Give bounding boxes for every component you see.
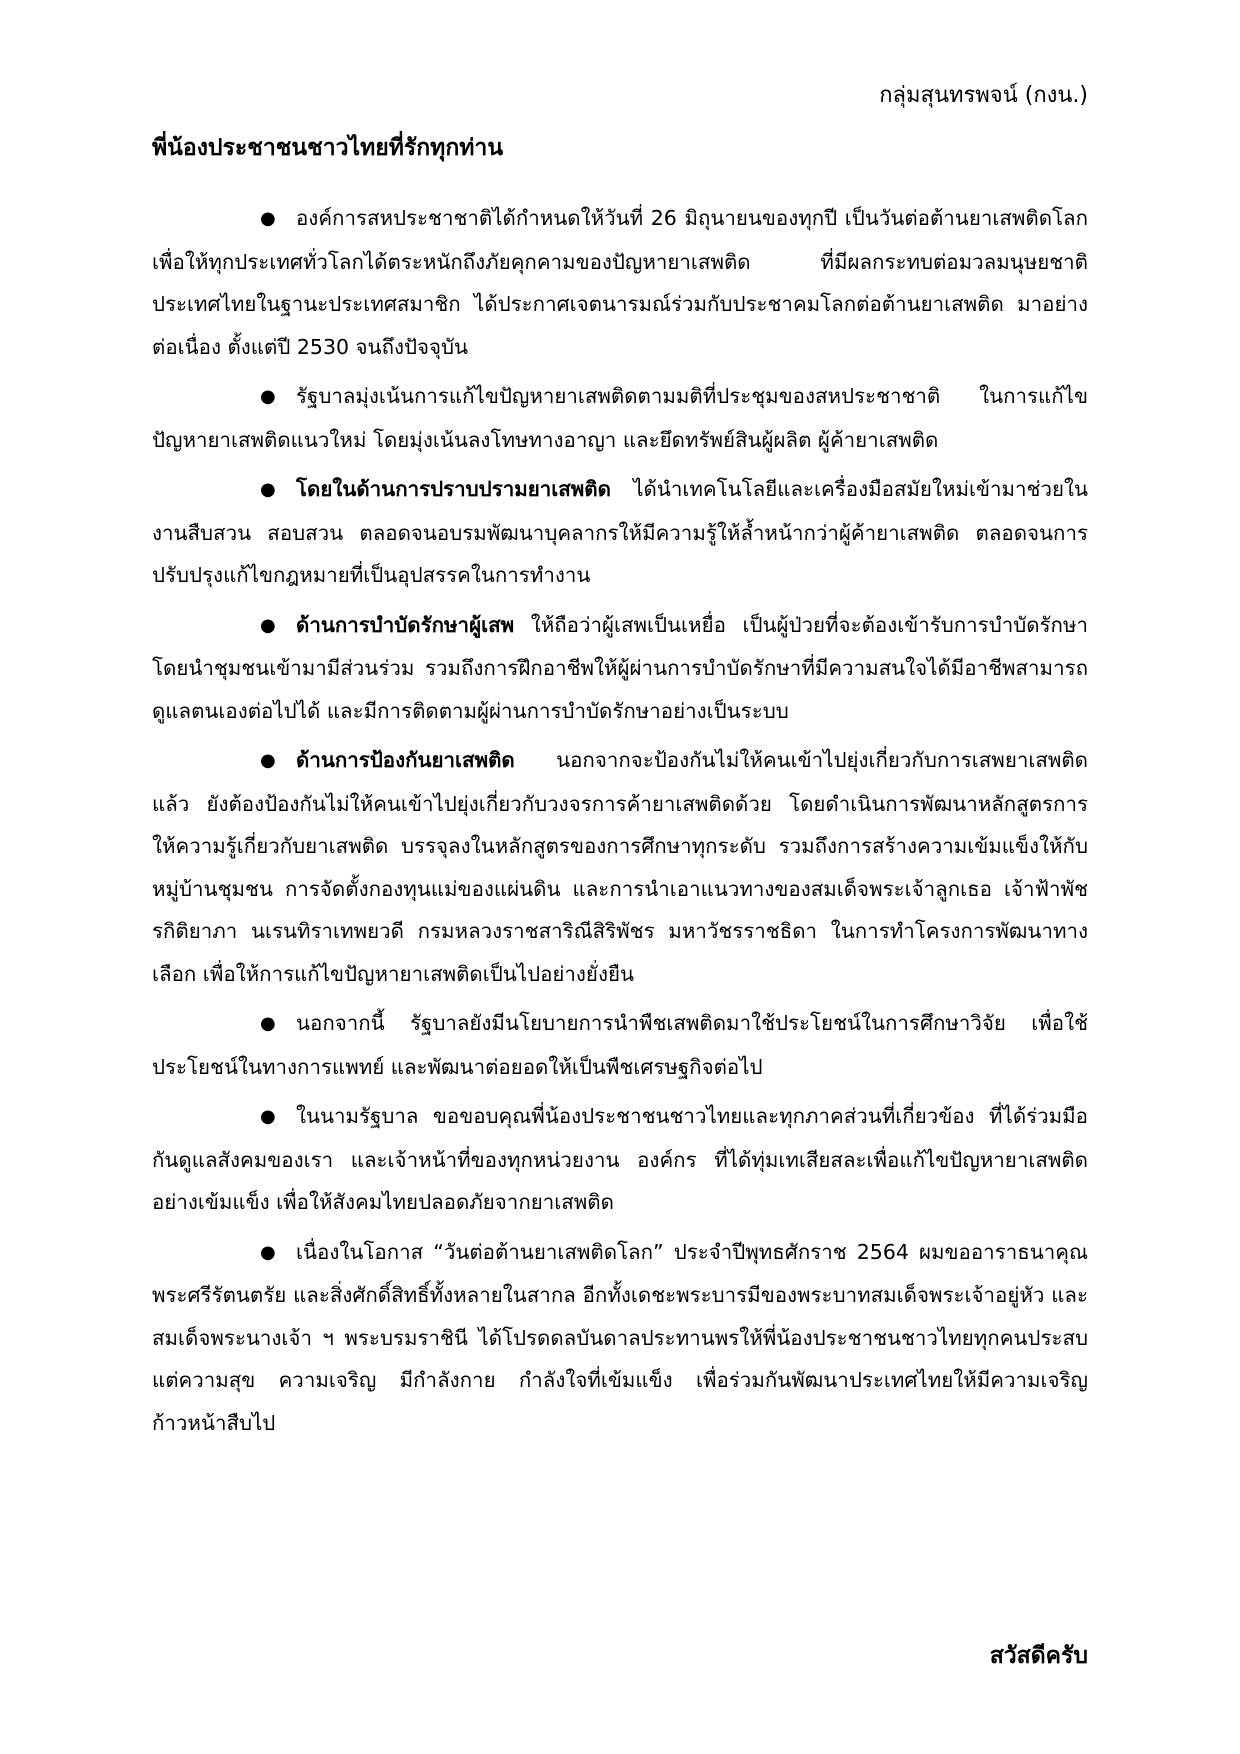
bullet-icon: ● <box>260 208 276 229</box>
paragraph <box>152 604 1088 733</box>
bullet-icon: ● <box>260 386 276 407</box>
paragraph-text: ในนามรัฐบาล ขอขอบคุณพี่น้องประชาชนชาวไทยและทุกภาคส่วนที่เกี่ยวข้อง ที่ได้ร่วมมือกันดูแลสังคมของเรา และเจ้าหน้าที่ของทุกหน่วยงาน องค์กร ที่ได้ทุ่มเทเสียสละเพื่อแก้ไขปัญหายาเสพติดอย่างเข้มแข็ง เพื่อให้สังคมไทยปลอดภัยจากยาเสพติด <box>152 1104 1088 1214</box>
speech-body <box>152 197 1088 1451</box>
bullet-icon: ● <box>260 614 276 636</box>
paragraph-text: ให้ถือว่าผู้เสพเป็นเหยื่อ เป็นผู้ป่วยที่จะต้องเข้ารับการบำบัดรักษา โดยนำชุมชนเข้ามามีส่วนร่วม รวมถึงการฝึกอาชีพให้ผู้ผ่านการบำบัดรักษาที่มีความสนใจได้มีอาชีพสามารถดูแลตนเองต่อไปได้ และมีการติดตามผู้ผ่านการบำบัดรักษาอย่างเป็นระบบ <box>152 612 1088 723</box>
paragraph <box>152 1095 1088 1224</box>
bullet-icon: ● <box>260 750 276 771</box>
paragraph-lead: ด้านการป้องกันยาเสพติด <box>296 748 515 772</box>
paragraph-text: เนื่องในโอกาส “วันต่อต้านยาเสพติดโลก” ประจำปีพุทธศักราช 2564 ผมขออาราธนาคุณพระศรีรัตนตรัย และสิ่งศักดิ์สิทธิ์ทั้งหลายในสากล อีกทั้งเดชะพระบารมีของพระบาทสมเด็จพระเจ้าอยู่หัว และสมเด็จพระนางเจ้า ฯ พระบรมราชินี ได้โปรดดลบันดาลประทานพรให้พี่น้องประชาชนชาวไทยทุกคนประสบแต่ความสุข ความเจริญ มีกำลังกาย กำลังใจที่เข้มแข็ง เพื่อร่วมกันพัฒนาประเทศไทยให้มีความเจริญก้าวหน้าสืบไป <box>152 1239 1088 1435</box>
closing-salutation: สวัสดีครับ <box>989 1643 1088 1669</box>
paragraph-lead: โดยในด้านการปราบปรามยาเสพติด <box>296 477 611 501</box>
paragraph-text: นอกจากจะป้องกันไม่ให้คนเข้าไปยุ่งเกี่ยวกับการเสพยาเสพติดแล้ว ยังต้องป้องกันไม่ให้คนเข้าไปยุ่งเกี่ยวกับวงจรการค้ายาเสพติดด้วย โดยดำเนินการพัฒนาหลักสูตรการให้ความรู้เกี่ยวกับยาเสพติด บรรจุลงในหลักสูตรของการศึกษาทุกระดับ รวมถึงการสร้างความเข้มแข็งให้กับหมู่บ้านชุมชน การจัดตั้งกองทุนแม่ของแผ่นดิน และการนำเอาแนวทางของสมเด็จพระเจ้าลูกเธอ เจ้าฟ้าพัชรกิติยาภา นเรนทิราเทพยวดี กรมหลวงราชสาริณีสิริพัชร มหาวัชรราชธิดา ในการทำโครงการพัฒนาทางเลือก เพื่อให้การแก้ไขปัญหายาเสพติดเป็นไปอย่างยั่งยืน <box>152 748 1088 986</box>
paragraph <box>152 739 1088 995</box>
bullet-icon: ● <box>260 479 276 500</box>
paragraph <box>152 197 1088 368</box>
header-note: กลุ่มสุนทรพจน์ (กงน.) <box>879 83 1088 108</box>
paragraph-lead: ด้านการบำบัดรักษาผู้เสพ <box>296 612 515 637</box>
paragraph-text: องค์การสหประชาชาติได้กำหนดให้วันที่ 26 มิถุนายนของทุกปี เป็นวันต่อต้านยาเสพติดโลก เพื่อให้ทุกประเทศทั่วโลกได้ตระหนักถึงภัยคุกคามของปัญหายาเสพติด ที่มีผลกระทบต่อมวลมนุษยชาติ ประเทศไทยในฐานะประเทศสมาชิก ได้ประกาศเจตนารมณ์ร่วมกับประชาคมโลกต่อต้านยาเสพติด มาอย่างต่อเนื่อง ตั้งแต่ปี 2530 จนถึงปัจจุบัน <box>152 206 1088 359</box>
paragraph-text: นอกจากนี้ รัฐบาลยังมีนโยบายการนำพืชเสพติดมาใช้ประโยชน์ในการศึกษาวิจัย เพื่อใช้ประโยชน์ในทางการแพทย์ และพัฒนาต่อยอดให้เป็นพืชเศรษฐกิจต่อไป <box>152 1011 1088 1079</box>
paragraph <box>152 1002 1088 1088</box>
paragraph <box>152 375 1088 461</box>
bullet-icon: ● <box>260 1106 276 1127</box>
paragraph <box>152 1231 1088 1445</box>
paragraph <box>152 468 1088 597</box>
greeting-heading: พี่น้องประชาชนชาวไทยที่รักทุกท่าน <box>152 135 504 161</box>
bullet-icon: ● <box>260 1241 276 1263</box>
paragraph-text: รัฐบาลมุ่งเน้นการแก้ไขปัญหายาเสพติดตามมติที่ประชุมของสหประชาชาติ ในการแก้ไขปัญหายาเสพติดแนวใหม่ โดยมุ่งเน้นลงโทษทางอาญา และยึดทรัพย์สินผู้ผลิต ผู้ค้ายาเสพติด <box>152 384 1088 452</box>
paragraph-text: ได้นำเทคโนโลยีและเครื่องมือสมัยใหม่เข้ามาช่วยในงานสืบสวน สอบสวน ตลอดจนอบรมพัฒนาบุคลากรให้มีความรู้ให้ล้ำหน้ากว่าผู้ค้ายาเสพติด ตลอดจนการปรับปรุงแก้ไขกฎหมายที่เป็นอุปสรรคในการทำงาน <box>152 477 1088 587</box>
bullet-icon: ● <box>260 1013 276 1034</box>
